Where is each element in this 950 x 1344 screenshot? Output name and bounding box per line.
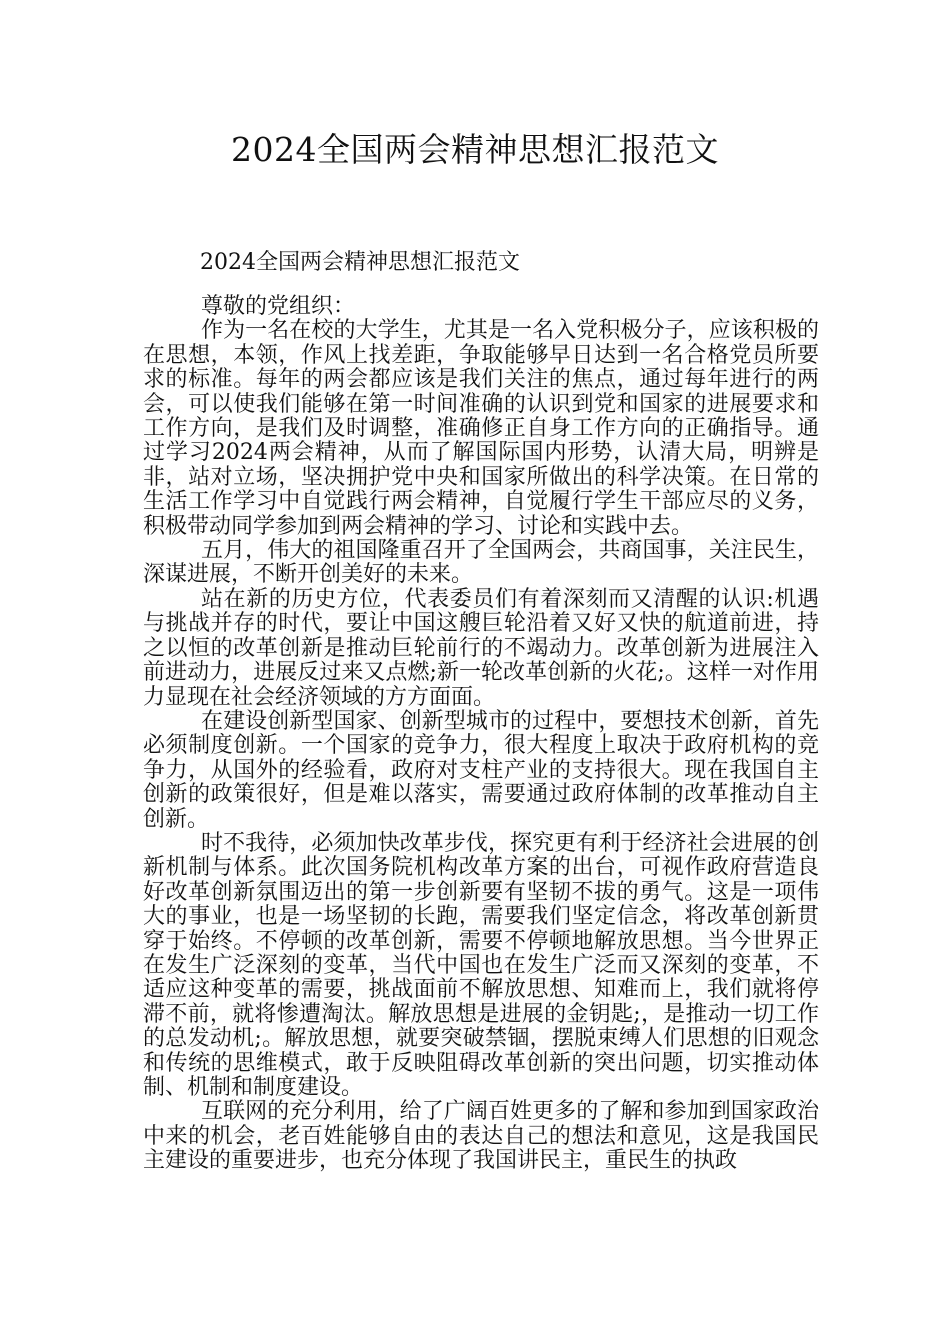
paragraph: 互联网的充分利用，给了广阔百姓更多的了解和参加到国家政治中来的机会，老百姓能够自由的表达自己的想法和意见，这是我国民主建设的重要进步，也充分体现了我国讲民主，重民生的执政 <box>143 1099 819 1174</box>
paragraph: 站在新的历史方位，代表委员们有着深刻而又清醒的认识:机遇与挑战并存的时代，要让中国这艘巨轮沿着又好又快的航道前进，持之以恒的改革创新是推动巨轮前行的不竭动力。改革创新为进展注入前进动力，进展反过来又点燃;新一轮改革创新的火花;。这样一对作用力显现在社会经济领域的方方面面。 <box>143 586 819 710</box>
paragraph: 时不我待，必须加快改革步伐，探究更有利于经济社会进展的创新机制与体系。此次国务院机构改革方案的出台，可视作政府营造良好改革创新氛围迈出的第一步创新要有坚韧不拔的勇气。这是一项伟大的事业，也是一场坚韧的长跑，需要我们坚定信念，将改革创新贯穿于始终。不停顿的改革创新，需要不停顿地解放思想。当今世界正在发生广泛深刻的变革，当代中国也在发生广泛而又深刻的变革，不适应这种变革的需要，挑战面前不解放思想、知难而上，我们就将停滞不前，就将惨遭淘汰。解放思想是进展的金钥匙;，是推动一切工作的总发动机;。解放思想，就要突破禁锢，摆脱束缚人们思想的旧观念和传统的思维模式，敢于反映阻碍改革创新的突出问题，切实推动体制、机制和制度建设。 <box>143 830 819 1100</box>
document-subtitle: 2024全国两会精神思想汇报范文 <box>200 250 520 275</box>
paragraph: 在建设创新型国家、创新型城市的过程中，要想技术创新，首先必须制度创新。一个国家的竞争力，很大程度上取决于政府机构的竞争力，从国外的经验看，政府对支柱产业的支持很大。现在我国自主创新的政策很好，但是难以落实，需要通过政府体制的改革推动自主创新。 <box>143 708 819 832</box>
paragraph: 五月，伟大的祖国隆重召开了全国两会，共商国事，关注民生，深谋进展，不断开创美好的未来。 <box>143 538 819 588</box>
document-title: 2024全国两会精神思想汇报范文 <box>231 130 719 169</box>
salutation: 尊敬的党组织： <box>201 294 356 319</box>
document-body <box>143 295 819 1174</box>
paragraph: 作为一名在校的大学生，尤其是一名入党积极分子，应该积极的在思想，本领，作风上找差距，争取能够早日达到一名合格党员所要求的标准。每年的两会都应该是我们关注的焦点，通过每年进行的两会，可以使我们能够在第一时间准确的认识到党和国家的进展要求和工作方向，是我们及时调整，准确修正自身工作方向的正确指导。通过学习2024两会精神，从而了解国际国内形势，认清大局，明辨是非，站对立场，坚决拥护党中央和国家所做出的科学决策。在日常的生活工作学习中自觉践行两会精神，自觉履行学生干部应尽的义务，积极带动同学参加到两会精神的学习、讨论和实践中去。 <box>143 318 819 539</box>
